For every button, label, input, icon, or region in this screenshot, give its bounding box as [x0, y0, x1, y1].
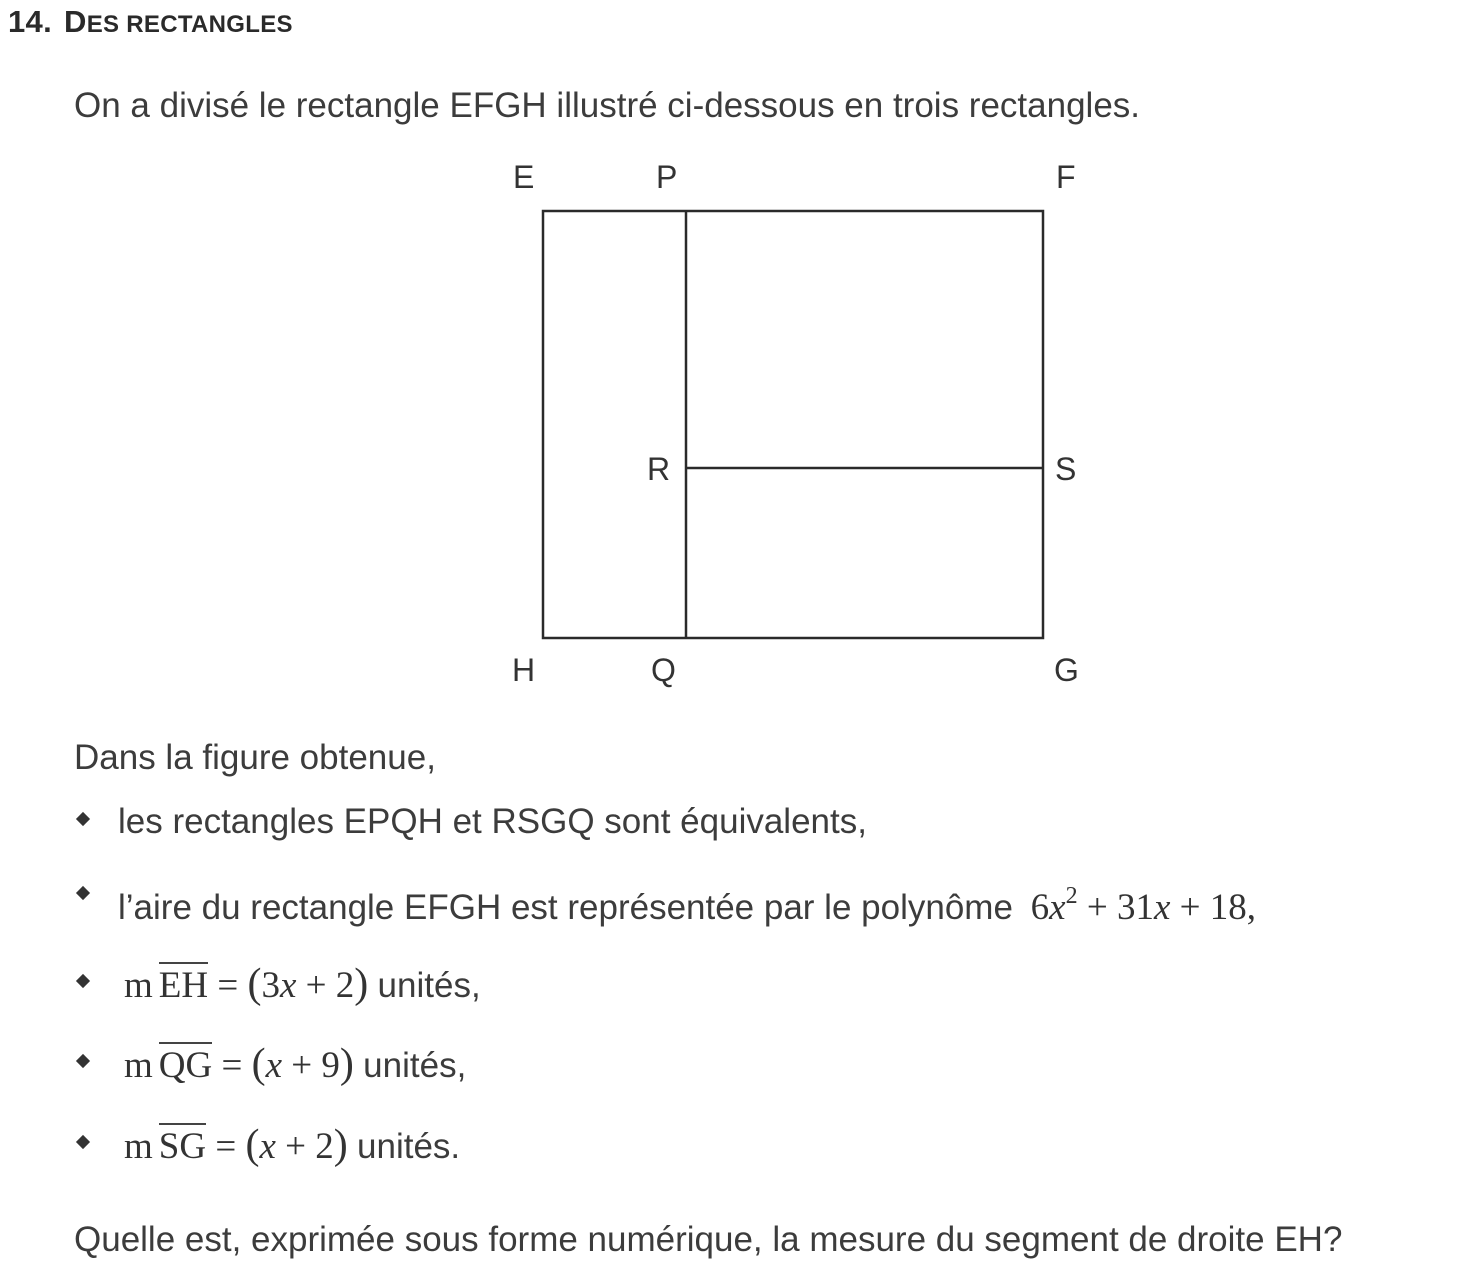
polynomial-expression: $6x^2 + 31x + 18$, [1030, 883, 1257, 928]
problem-number: 14. [8, 4, 52, 39]
condition-item-1: les rectangles EPQH et RSGQ sont équivalents, [74, 800, 1256, 844]
condition-item-3: m EH = (3x + 2) unités, [74, 962, 1256, 1008]
label-f: F [1056, 159, 1076, 195]
bullet-diamond-icon [76, 1054, 90, 1068]
label-r: R [647, 451, 671, 487]
problem-title: DES RECTANGLES [64, 4, 293, 39]
label-h: H [512, 652, 536, 688]
label-s: S [1055, 451, 1077, 487]
bullet-diamond-icon [76, 812, 90, 826]
measure-sg: m SG = (x + 2) [124, 1122, 348, 1168]
measure-eh: m EH = (3x + 2) [124, 961, 369, 1007]
measure-qg: m QG = (x + 9) [124, 1041, 354, 1087]
segment-qg-overline: QG [159, 1042, 212, 1086]
rectangle-efgh [543, 211, 1043, 638]
conditions-lead: Dans la figure obtenue, [74, 738, 436, 777]
label-g: G [1054, 652, 1079, 688]
segment-eh-overline: EH [159, 962, 208, 1006]
bullet-diamond-icon [76, 886, 90, 900]
label-q: Q [651, 652, 676, 688]
problem-intro: On a divisé le rectangle EFGH illustré ci-dessous en trois rectangles. [74, 86, 1141, 125]
label-p: P [656, 159, 678, 195]
condition-item-4: m QG = (x + 9) unités, [74, 1042, 1256, 1088]
conditions-list [74, 800, 1256, 1169]
bullet-diamond-icon [76, 1135, 90, 1149]
question-text: Quelle est, exprimée sous forme numérique, la mesure du segment de droite EH? [74, 1220, 1343, 1259]
bullet-diamond-icon [76, 974, 90, 988]
condition-item-2: l’aire du rectangle EFGH est représentée par le polynôme $6x^2 + 31x + 18$, [74, 874, 1256, 930]
label-e: E [513, 159, 535, 195]
condition-item-5: m SG = (x + 2) unités. [74, 1123, 1256, 1169]
segment-sg-overline: SG [159, 1123, 206, 1167]
